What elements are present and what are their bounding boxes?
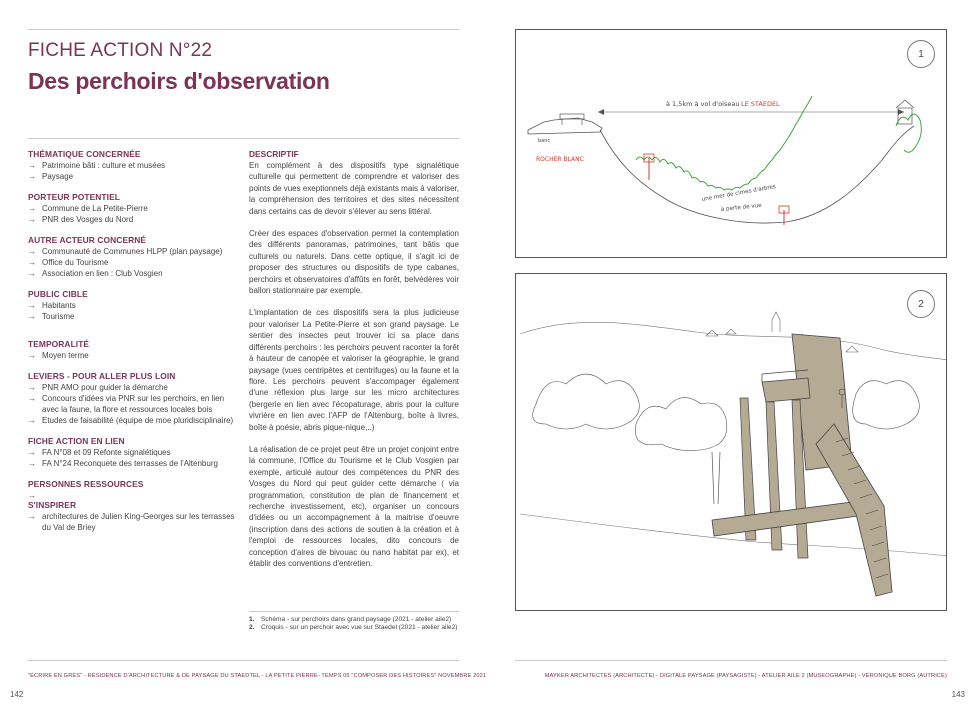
arrow-right-icon: →	[28, 301, 36, 310]
footer-rule-right	[515, 660, 947, 661]
header-rule-left	[28, 138, 459, 139]
figure-badge: 1	[907, 40, 935, 68]
description-paragraph: Créer des espaces d'observation permet la contemplation des différents panoramas, patrimoines, tant bâtis que culturels ou naturels. Dans cette optique, il s'agit ici de proposer des structures ou dispositifs de type cabanes, perchoirs et observatoires d'affûts en forêt, belvédères voir ballon stationnaire par exemple.	[249, 229, 459, 296]
arrow-right-icon: →	[28, 351, 36, 360]
fiche-action-number: FICHE ACTION N°22	[28, 40, 213, 61]
list-item: → Association en lien : Club Vosgien	[28, 269, 163, 278]
description-column	[249, 149, 459, 580]
section-personnes-ressources	[28, 479, 240, 500]
arrow-right-icon: →	[28, 172, 36, 181]
section-porteur	[28, 192, 240, 225]
figure-note: 1. Schéma - sur perchoirs dans grand paysage (2021 - atelier aile2)	[249, 616, 452, 623]
description-paragraph: L'implantation de ces dispositifs sera la plus judicieuse pour valoriser La Petite-Pierre et son grand paysage. Le sentier des insectes peut trouver ici sa place dans différents perchoirs : les perchoirs peuvent raconter la forêt à hauteur de canopée et valoriser la géographie, le grand paysage (vues centripètes et centrifuges) ou la faune et la flore. Les perchoirs peuvent s'accompager également d'une réflexion plus large sur les micro architectures (bergerie en lien avec l'écopaturage, abris pour la culture vivrière en lien avec l'AFP de l'Altenburg, boîte à livres, boîte à poésie, abris pique-nique,..)	[249, 308, 459, 432]
annotation-canopy: une mer de cimes d'arbres	[701, 184, 777, 203]
list-item: → architectures de Julien King-Georges sur les terrasses	[28, 512, 235, 521]
list-item: → Moyen terme	[28, 351, 89, 360]
page-number-left: 142	[10, 690, 24, 699]
list-item: → Patrimoine bâti : culture et musées	[28, 161, 166, 170]
arrow-right-icon: →	[28, 247, 36, 256]
label-rocher-blanc: ROCHER BLANC	[536, 156, 584, 163]
arrow-right-icon: →	[28, 215, 36, 224]
figure-note: 2. Croquis - sur un perchoir avec vue sur Staedel (2021 - atelier aile2)	[249, 624, 458, 632]
list-item: → Tourisme	[28, 312, 75, 321]
perchoir-tower-sketch	[516, 274, 947, 611]
top-rule-left	[28, 29, 459, 30]
arrow-right-icon: →	[28, 394, 36, 403]
figure-1-schema	[515, 29, 947, 258]
notes-rule	[249, 611, 459, 612]
arrow-right-icon: →	[28, 512, 36, 521]
label-banc: banc	[538, 138, 551, 144]
rocher-blanc-sketch	[528, 118, 602, 134]
trees-left	[533, 374, 640, 429]
section-fiche-lien	[28, 436, 240, 469]
section-title: PORTEUR POTENTIEL	[28, 192, 120, 202]
tower-base-beam	[712, 500, 872, 536]
list-item-continuation: du Val de Briey	[42, 523, 96, 532]
arrow-right-icon: →	[28, 258, 36, 267]
horizon-hills	[520, 322, 947, 360]
list-item: → PNR AMO pour guider la démarche	[28, 383, 168, 392]
section-thematique	[28, 149, 240, 182]
canopy-vegetation	[636, 96, 812, 190]
figure-2-croquis	[515, 273, 947, 611]
arrow-right-icon: →	[28, 312, 36, 321]
arrow-right-icon: →	[28, 416, 36, 425]
landscape-section-sketch	[516, 30, 947, 258]
list-item: → Concours d'idées via PNR sur les perchoirs, en lien	[28, 394, 225, 403]
description-paragraph: En complément à des dispositifs type signalétique culturelle qui permettent de comprendre et valoriser des points de vues exeptionnels déjà existants mais à valoriser, la compréhension des territoires et des sites nécessitent dans certains cas de devoir s'élever au sens littéral.	[249, 161, 459, 216]
tree-trunk	[712, 452, 720, 504]
arrow-right-icon: →	[28, 161, 36, 170]
section-temporalite	[28, 339, 240, 361]
section-title: TEMPORALITÉ	[28, 339, 90, 349]
section-title: THÉMATIQUE CONCERNÉE	[28, 149, 141, 159]
arrow-right-icon: →	[28, 448, 36, 457]
section-title: S'INSPIRER	[28, 500, 77, 510]
footer-right-credit: MAYKER ARCHITECTES (ARCHITECTE) - DIGITALE PAYSAGE (PAYSAGISTE) - ATELIER AILE 2 (MUSEOGRAPHE) - VÉRONIQUE BORG (AUTRICE)	[544, 673, 947, 679]
section-title: FICHE ACTION EN LIEN	[28, 436, 125, 446]
list-item: → FA N°08 et 09 Refonte signalétiques	[28, 448, 171, 457]
list-item: → Paysage	[28, 172, 74, 181]
arrow-right-icon: →	[28, 459, 36, 468]
page-title: Des perchoirs d'observation	[28, 68, 330, 94]
arrow-right-icon: →	[28, 269, 36, 278]
section-title: LEVIERS - POUR ALLER PLUS LOIN	[28, 371, 176, 381]
page-number-right: 143	[951, 690, 965, 699]
list-item: → FA N°24 Reconquete des terrasses de l'Altenburg	[28, 459, 218, 468]
tower-platform	[762, 378, 810, 402]
annotation-distance: à 1,5km à vol d'oiseau	[666, 100, 740, 108]
figure-badge: 2	[907, 290, 935, 318]
section-sinspirer	[28, 500, 240, 533]
list-item: → Office du Tourisme	[28, 258, 109, 267]
footer-rule-left	[28, 660, 459, 661]
arrow-right-icon: →	[28, 204, 36, 213]
section-title: PUBLIC CIBLE	[28, 289, 88, 299]
arrow-right-icon: →	[28, 491, 36, 500]
list-item: → Commune de La Petite-Pierre	[28, 204, 148, 213]
list-item: → Communauté de Communes HLPP (plan paysage)	[28, 247, 223, 256]
list-item: → Habitants	[28, 301, 76, 310]
list-item: → PNR des Vosges du Nord	[28, 215, 134, 224]
footer-left-credit: "ÉCRIRE EN GRÈS" - RÉSIDENCE D'ARCHITECTURE & DE PAYSAGE DU STAEDTEL - LA PETITE PIERRE- TEMPS 05 "COMPOSER DES HISTOIRES" NOVEMBRE 2021	[28, 673, 487, 679]
annotation-canopy-2: à perte de vue	[720, 202, 762, 213]
section-autre-acteur	[28, 235, 240, 279]
section-public-cible	[28, 289, 240, 322]
section-title: PERSONNES RESSOURCES	[28, 479, 144, 489]
figure-notes	[249, 616, 459, 633]
description-title: DESCRIPTIF	[249, 149, 299, 159]
section-leviers	[28, 371, 240, 426]
info-column	[28, 149, 240, 543]
trees-right	[853, 381, 920, 429]
list-item-continuation: avec la faune, la flore et ressources locales bois	[42, 405, 213, 414]
arrow-right-icon: →	[28, 383, 36, 392]
list-item: → Etudes de faisabilité (équipe de moe pluridisciplinaire)	[28, 416, 234, 425]
annotation-place: LE STAEDEL	[741, 100, 780, 108]
description-paragraph: La réalisation de ce projet peut être un projet conjoint entre la commune, l'Office du Tourisme et le Club Vosgien par exemple, articulé autour des compétences du PNR des Vosges du Nord qui peut guider cette démarche ( via programmation, constitution de plan de financement et recherche investissement, etc), organiser un concours d'idées ou un accompagnement à la maitrise d'oeuvre (inscription dans des actions de soutien à la création et à l'emploi de ressources locales, dito concours de conception d'aires de bivouac ou nano habitat par ex), et établir des conventions d'entretien.	[249, 444, 459, 568]
section-title: AUTRE ACTEUR CONCERNÉ	[28, 235, 147, 245]
trees-mid	[635, 398, 727, 451]
